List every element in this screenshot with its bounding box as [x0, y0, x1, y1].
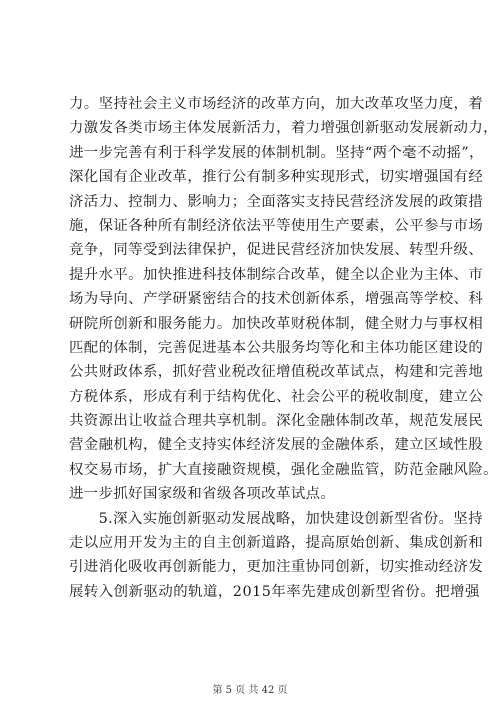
text-line: 力。坚持社会主义市场经济的改革方向，加大改革攻坚力度，着	[69, 96, 484, 112]
text-line: 权交易市场，扩大直接融资规模，强化金融监管，防范金融风险。	[69, 461, 498, 478]
text-line: 匹配的体制，完善促进基本公共服务均等化和主体功能区建设的	[69, 339, 484, 356]
text-line: 引进消化吸收再创新能力，更加注重协同创新，切实推动经济发	[69, 559, 484, 576]
paragraph-2	[69, 507, 484, 605]
text-line: 力激发各类市场主体发展新活力，着力增强创新驱动发展新动力，	[69, 120, 498, 137]
paragraph-1	[69, 92, 498, 507]
text-line: 提升水平。加快推进科技体制综合改革，健全以企业为主体、市	[69, 266, 484, 283]
text-line: 济活力、控制力、影响力；全面落实支持民营经济发展的政策措	[69, 193, 484, 210]
text-line: 施，保证各种所有制经济依法平等使用生产要素，公平参与市场	[69, 217, 484, 234]
document-body	[69, 92, 498, 604]
text-line: 共资源出让收益合理共享机制。深化金融体制改革，规范发展民	[69, 413, 484, 430]
text-line: 进一步完善有利于科学发展的体制机制。坚持“两个毫不动摇”，	[69, 144, 484, 161]
text-line: 研院所创新和服务能力。加快改革财税体制，健全财力与事权相	[69, 315, 484, 332]
text-line: 展转入创新驱动的轨道，2015年率先建成创新型省份。把增强	[69, 583, 480, 600]
page-number: 第 5 页 共 42 页	[212, 685, 288, 696]
text-line: 公共财政体系，抓好营业税改征增值税改革试点，构建和完善地	[69, 364, 484, 381]
text-line: 场为导向、产学研紧密结合的技术创新体系，增强高等学校、科	[69, 291, 484, 308]
text-line: 进一步抓好国家级和省级各项改革试点。	[69, 486, 336, 503]
text-line: 方税体系，形成有利于结构优化、社会公平的税收制度，建立公	[69, 388, 484, 405]
text-line: 竞争，同等受到法律保护，促进民营经济加快发展、转型升级、	[69, 242, 484, 259]
text-line: 营金融机构，健全支持实体经济发展的金融体系，建立区域性股	[69, 437, 484, 454]
page-footer	[0, 681, 500, 696]
text-line: 走以应用开发为主的自主创新道路，提高原始创新、集成创新和	[69, 535, 484, 552]
text-line: 深化国有企业改革，推行公有制多种实现形式，切实增强国有经	[69, 169, 484, 186]
text-line: 5.深入实施创新驱动发展战略，加快建设创新型省份。坚持	[69, 510, 483, 527]
